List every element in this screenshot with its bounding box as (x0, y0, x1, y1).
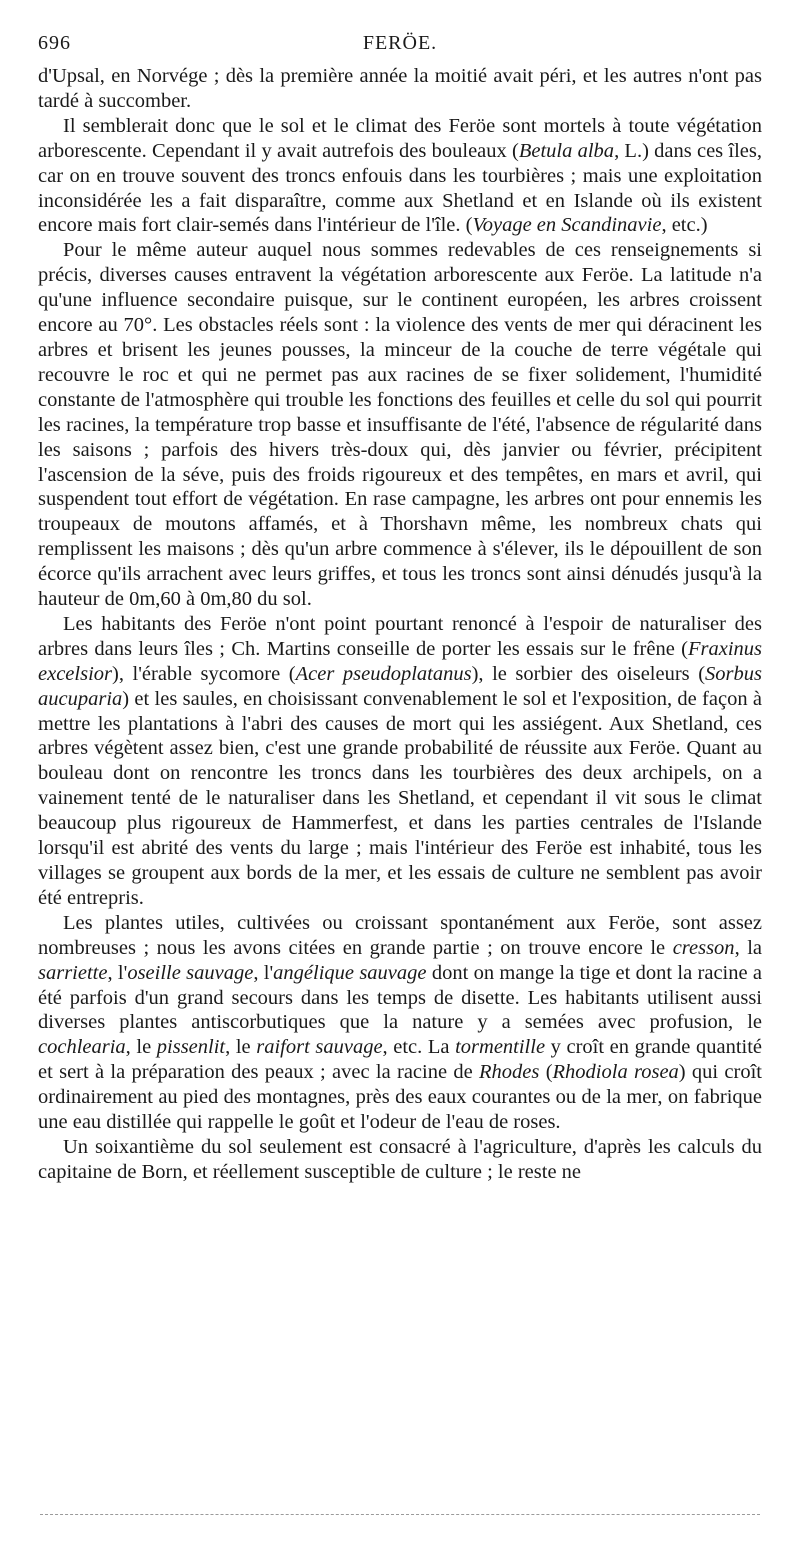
text-run: , etc. La (382, 1036, 456, 1059)
italic-term: Betula alba (518, 139, 615, 162)
text-run: y croît en grande quantité et sert à la préparation des peaux ; avec la racine de (38, 1036, 762, 1084)
text-run: ) qui croît ordinairement au pied des montagnes, près des eaux courantes ou de la mer, on fabrique une eau distillée qui rappelle le goût et l'odeur de l'eau de roses. (38, 1061, 762, 1134)
italic-term: Fraxinus excelsior (38, 637, 762, 685)
italic-term: Rhodiola rosea (552, 1061, 679, 1084)
paragraph (38, 612, 762, 911)
italic-term: cochlearia (38, 1036, 126, 1059)
italic-term: cresson (672, 936, 735, 959)
text-run: , l' (253, 961, 274, 984)
italic-term: angélique sauvage (273, 961, 427, 984)
text-run: Les habitants des Feröe n'ont point pourtant renoncé à l'espoir de naturaliser des arbres dans leurs îles ; Ch. Martins conseille de porter les essais sur le frêne ( (38, 612, 762, 660)
text-run: Les plantes utiles, cultivées ou croissant spontanément aux Feröe, sont assez nombreuses ; nous les avons citées en grande partie ; on trouve encore le (38, 911, 762, 959)
text-run: ) et les saules, en choisissant convenablement le sol et l'exposition, de façon à mettre les plantations à l'abri des causes de mort qui les assiégent. Aux Shetland, ces arbres végètent assez bien, c'est une grande probabilité de réussite aux Feröe. Quant au bouleau dont on rencontre les troncs dans les tourbières des deux archipels, on a vainement tenté de le naturaliser dans les Shetland, et cependant il vit sous le climat beaucoup plus rigoureux de Hammerfest, et dans les parties centrales de l'Islande lorsqu'il est abrité des vents du large ; mais l'intérieur des Feröe est inhabité, tous les villages se groupent aux bords de la mer, et les essais de culture ne semblent pas avoir été entrepris. (38, 687, 762, 909)
text-run: , la (734, 936, 763, 959)
paragraph (38, 1135, 762, 1185)
text-run: , etc.) (661, 214, 708, 237)
text-run: , le (225, 1036, 257, 1059)
body-text (38, 64, 762, 1185)
italic-term: tormentille (455, 1036, 546, 1059)
text-run: dont on mange la tige et dont la racine a été parfois d'un grand secours dans les temps de disette. Les habitants utilisent aussi diverses plantes antiscorbutiques que la nature y a semées avec profusion, le (38, 961, 763, 1034)
text-run: ), le sorbier des oiseleurs ( (471, 662, 706, 685)
running-title: FERÖE. (362, 32, 438, 54)
page-number: 696 (38, 32, 71, 54)
text-run: , l' (107, 961, 128, 984)
page-header (38, 32, 762, 56)
footer-rule (40, 1514, 760, 1515)
italic-term: Acer pseudoplatanus (295, 662, 472, 685)
text-run: , le (125, 1036, 157, 1059)
text-run: Un soixantième du sol seulement est consacré à l'agriculture, d'après les calculs du capitaine de Born, et réellement susceptible de culture ; le reste ne (38, 1135, 762, 1183)
italic-term: pissenlit (156, 1036, 226, 1059)
paragraph (38, 64, 762, 114)
paragraph (38, 911, 762, 1135)
paragraph (38, 238, 762, 612)
italic-term: Voyage en Scandinavie (472, 214, 662, 237)
italic-term: Rhodes (479, 1061, 540, 1084)
italic-term: sarriette (38, 961, 108, 984)
italic-term: Sorbus aucuparia (38, 662, 762, 710)
italic-term: raifort sauvage (256, 1036, 383, 1059)
text-run: ), l'érable sycomore ( (112, 662, 296, 685)
text-run: d'Upsal, en Norvége ; dès la première année la moitié avait péri, et les autres n'ont pas tardé à succomber. (38, 65, 762, 112)
text-run: Il semblerait donc que le sol et le climat des Feröe sont mortels à toute végétation arborescente. Cependant il y avait autrefois des bouleaux ( (38, 114, 762, 162)
paragraph (38, 114, 762, 239)
text-run: Pour le même auteur auquel nous sommes redevables de ces renseignements si précis, diverses causes entravent la végétation arborescente aux Feröe. La latitude n'a qu'une influence secondaire puisque, sur le continent européen, les arbres croissent encore au 70°. Les obstacles réels sont : la violence des vents de mer qui déracinent les arbres et brisent les jeunes pousses, la minceur de la couche de terre végétale qui recouvre le roc et qui ne permet pas aux racines de se fixer solidement, l'humidité constante de l'atmosphère qui trouble les fonctions des feuilles et celle du sol qui pourrit les racines, la température trop basse et insuffisante de l'été, l'absence de régularité dans les saisons ; parfois des hivers très-doux qui, dès janvier ou février, précipitent l'ascension de la séve, puis des froids rigoureux et des tempêtes, en mars et avril, qui suspendent tout effort de végétation. En rase campagne, les arbres ont pour ennemis les troupeaux de moutons affamés, et à Thorshavn même, les nombreux chats qui remplissent les maisons ; dès qu'un arbre commence à s'élever, ils le dépouillent de son écorce qu'ils arrachent avec leurs griffes, et tous les troncs sont ainsi dénudés jusqu'à la hauteur de 0m,60 à 0m,80 du sol. (38, 239, 762, 611)
italic-term: oseille sauvage (127, 961, 254, 984)
text-run: , L.) dans ces îles, car on en trouve souvent des troncs enfouis dans les tourbières ; mais une exploitation inconsidérée les a fait disparaître, comme aux Shetland et en Islande où ils existent encore mais fort clair-semés dans l'intérieur de l'île. ( (38, 139, 762, 237)
text-run: ( (539, 1061, 553, 1084)
